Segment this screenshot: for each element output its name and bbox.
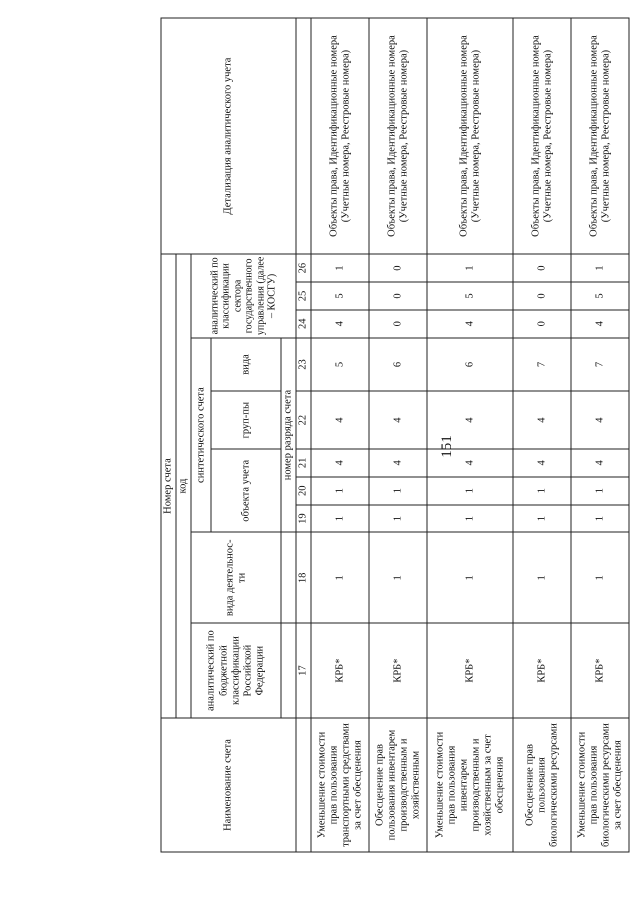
cell: 1	[571, 477, 629, 505]
cell: 0	[513, 254, 571, 282]
cell: 5	[571, 282, 629, 310]
detail-cell: Объекты права, Идентификационные номера (Учетные номера, Реестровые номера)	[571, 18, 629, 254]
cell: 1	[513, 477, 571, 505]
cell: 0	[369, 282, 427, 310]
cell: 4	[571, 449, 629, 477]
cell: 4	[427, 449, 513, 477]
cell: 5	[427, 282, 513, 310]
table-row	[571, 18, 629, 852]
header-digit-number: номер разряда счета	[281, 338, 296, 533]
cell: 4	[427, 310, 513, 338]
page-number: 151	[438, 435, 455, 458]
detail-cell: Объекты права, Идентификационные номера (Учетные номера, Реестровые номера)	[427, 18, 513, 254]
cell: 4	[427, 391, 513, 449]
account-name: Обесценение прав пользования инвентарем производственным и хозяйственным	[369, 718, 427, 852]
cell: 0	[513, 310, 571, 338]
cell: КРБ*	[311, 623, 369, 718]
cell: 1	[427, 532, 513, 623]
rotated-table-frame	[161, 18, 624, 853]
cell: 0	[513, 282, 571, 310]
cell: 1	[427, 505, 513, 533]
cell: 1	[311, 477, 369, 505]
table-row	[369, 18, 427, 852]
cell: 4	[369, 449, 427, 477]
cell: 4	[311, 310, 369, 338]
cell: 4	[311, 391, 369, 449]
accounts-table	[161, 18, 630, 853]
cell: 7	[571, 338, 629, 392]
detail-cell: Объекты права, Идентификационные номера (Учетные номера, Реестровые номера)	[513, 18, 571, 254]
cell: 1	[369, 505, 427, 533]
digit-label: 22	[296, 391, 311, 449]
digit-label: 21	[296, 449, 311, 477]
cell: 1	[571, 505, 629, 533]
digit-label: 20	[296, 477, 311, 505]
account-name: Уменьшение стоимости прав пользования биологическими ресурсами за счет обесценения	[571, 718, 629, 852]
digit-label: 25	[296, 282, 311, 310]
cell: 4	[571, 391, 629, 449]
cell: 0	[369, 254, 427, 282]
cell: 4	[311, 449, 369, 477]
header-account-number: Номер счета	[161, 254, 176, 718]
cell: 5	[311, 282, 369, 310]
header-synthetic: синтетического счета	[191, 338, 211, 533]
detail-cell: Объекты права, Идентификационные номера (Учетные номера, Реестровые номера)	[369, 18, 427, 254]
cell: 1	[311, 254, 369, 282]
detail-cell: Объекты права, Идентификационные номера (Учетные номера, Реестровые номера)	[311, 18, 369, 254]
cell: 1	[513, 505, 571, 533]
cell: 1	[427, 254, 513, 282]
table-row	[513, 18, 571, 852]
cell: 6	[427, 338, 513, 392]
header-kind: вида	[211, 338, 281, 392]
cell: 1	[513, 532, 571, 623]
cell: 6	[369, 338, 427, 392]
cell: 1	[369, 477, 427, 505]
cell: КРБ*	[571, 623, 629, 718]
cell: 4	[369, 391, 427, 449]
cell: 1	[311, 505, 369, 533]
table-row	[311, 18, 369, 852]
cell: 0	[369, 310, 427, 338]
cell: 5	[311, 338, 369, 392]
cell: 4	[513, 449, 571, 477]
header-group: груп-пы	[211, 391, 281, 449]
cell: 1	[369, 532, 427, 623]
digit-label: 23	[296, 338, 311, 392]
cell: 4	[571, 310, 629, 338]
digit-label: 18	[296, 532, 311, 623]
cell: 1	[311, 532, 369, 623]
header-object: объекта учета	[211, 449, 281, 532]
cell: КРБ*	[427, 623, 513, 718]
digit-label: 26	[296, 254, 311, 282]
account-name: Обесценение прав пользования биологическими ресурсами	[513, 718, 571, 852]
header-code: код	[176, 254, 191, 718]
header-activity-type: вида деятельнос-ти	[191, 532, 281, 623]
cell: 1	[427, 477, 513, 505]
cell: 1	[571, 254, 629, 282]
digit-label: 24	[296, 310, 311, 338]
cell: КРБ*	[513, 623, 571, 718]
account-name: Уменьшение стоимости прав пользования транспортными средствами за счет обесценения	[311, 718, 369, 852]
table-row	[427, 18, 513, 852]
cell: 4	[513, 391, 571, 449]
header-account-name: Наименование счета	[161, 718, 296, 852]
cell: КРБ*	[369, 623, 427, 718]
header-analytical-kosgu: аналитический по классификации сектора государственного управления (далее – КОСГУ)	[191, 254, 296, 338]
header-analytical-budget: аналитический по бюджетной классификации Российской Федерации	[191, 623, 281, 718]
digit-label: 19	[296, 505, 311, 533]
header-detail: Детализация аналитического учета	[161, 18, 296, 254]
account-name: Уменьшение стоимости прав пользования инвентарем производственным и хозяйственным за счет обесценения	[427, 718, 513, 852]
cell: 1	[571, 532, 629, 623]
digit-label: 17	[296, 623, 311, 718]
cell: 7	[513, 338, 571, 392]
